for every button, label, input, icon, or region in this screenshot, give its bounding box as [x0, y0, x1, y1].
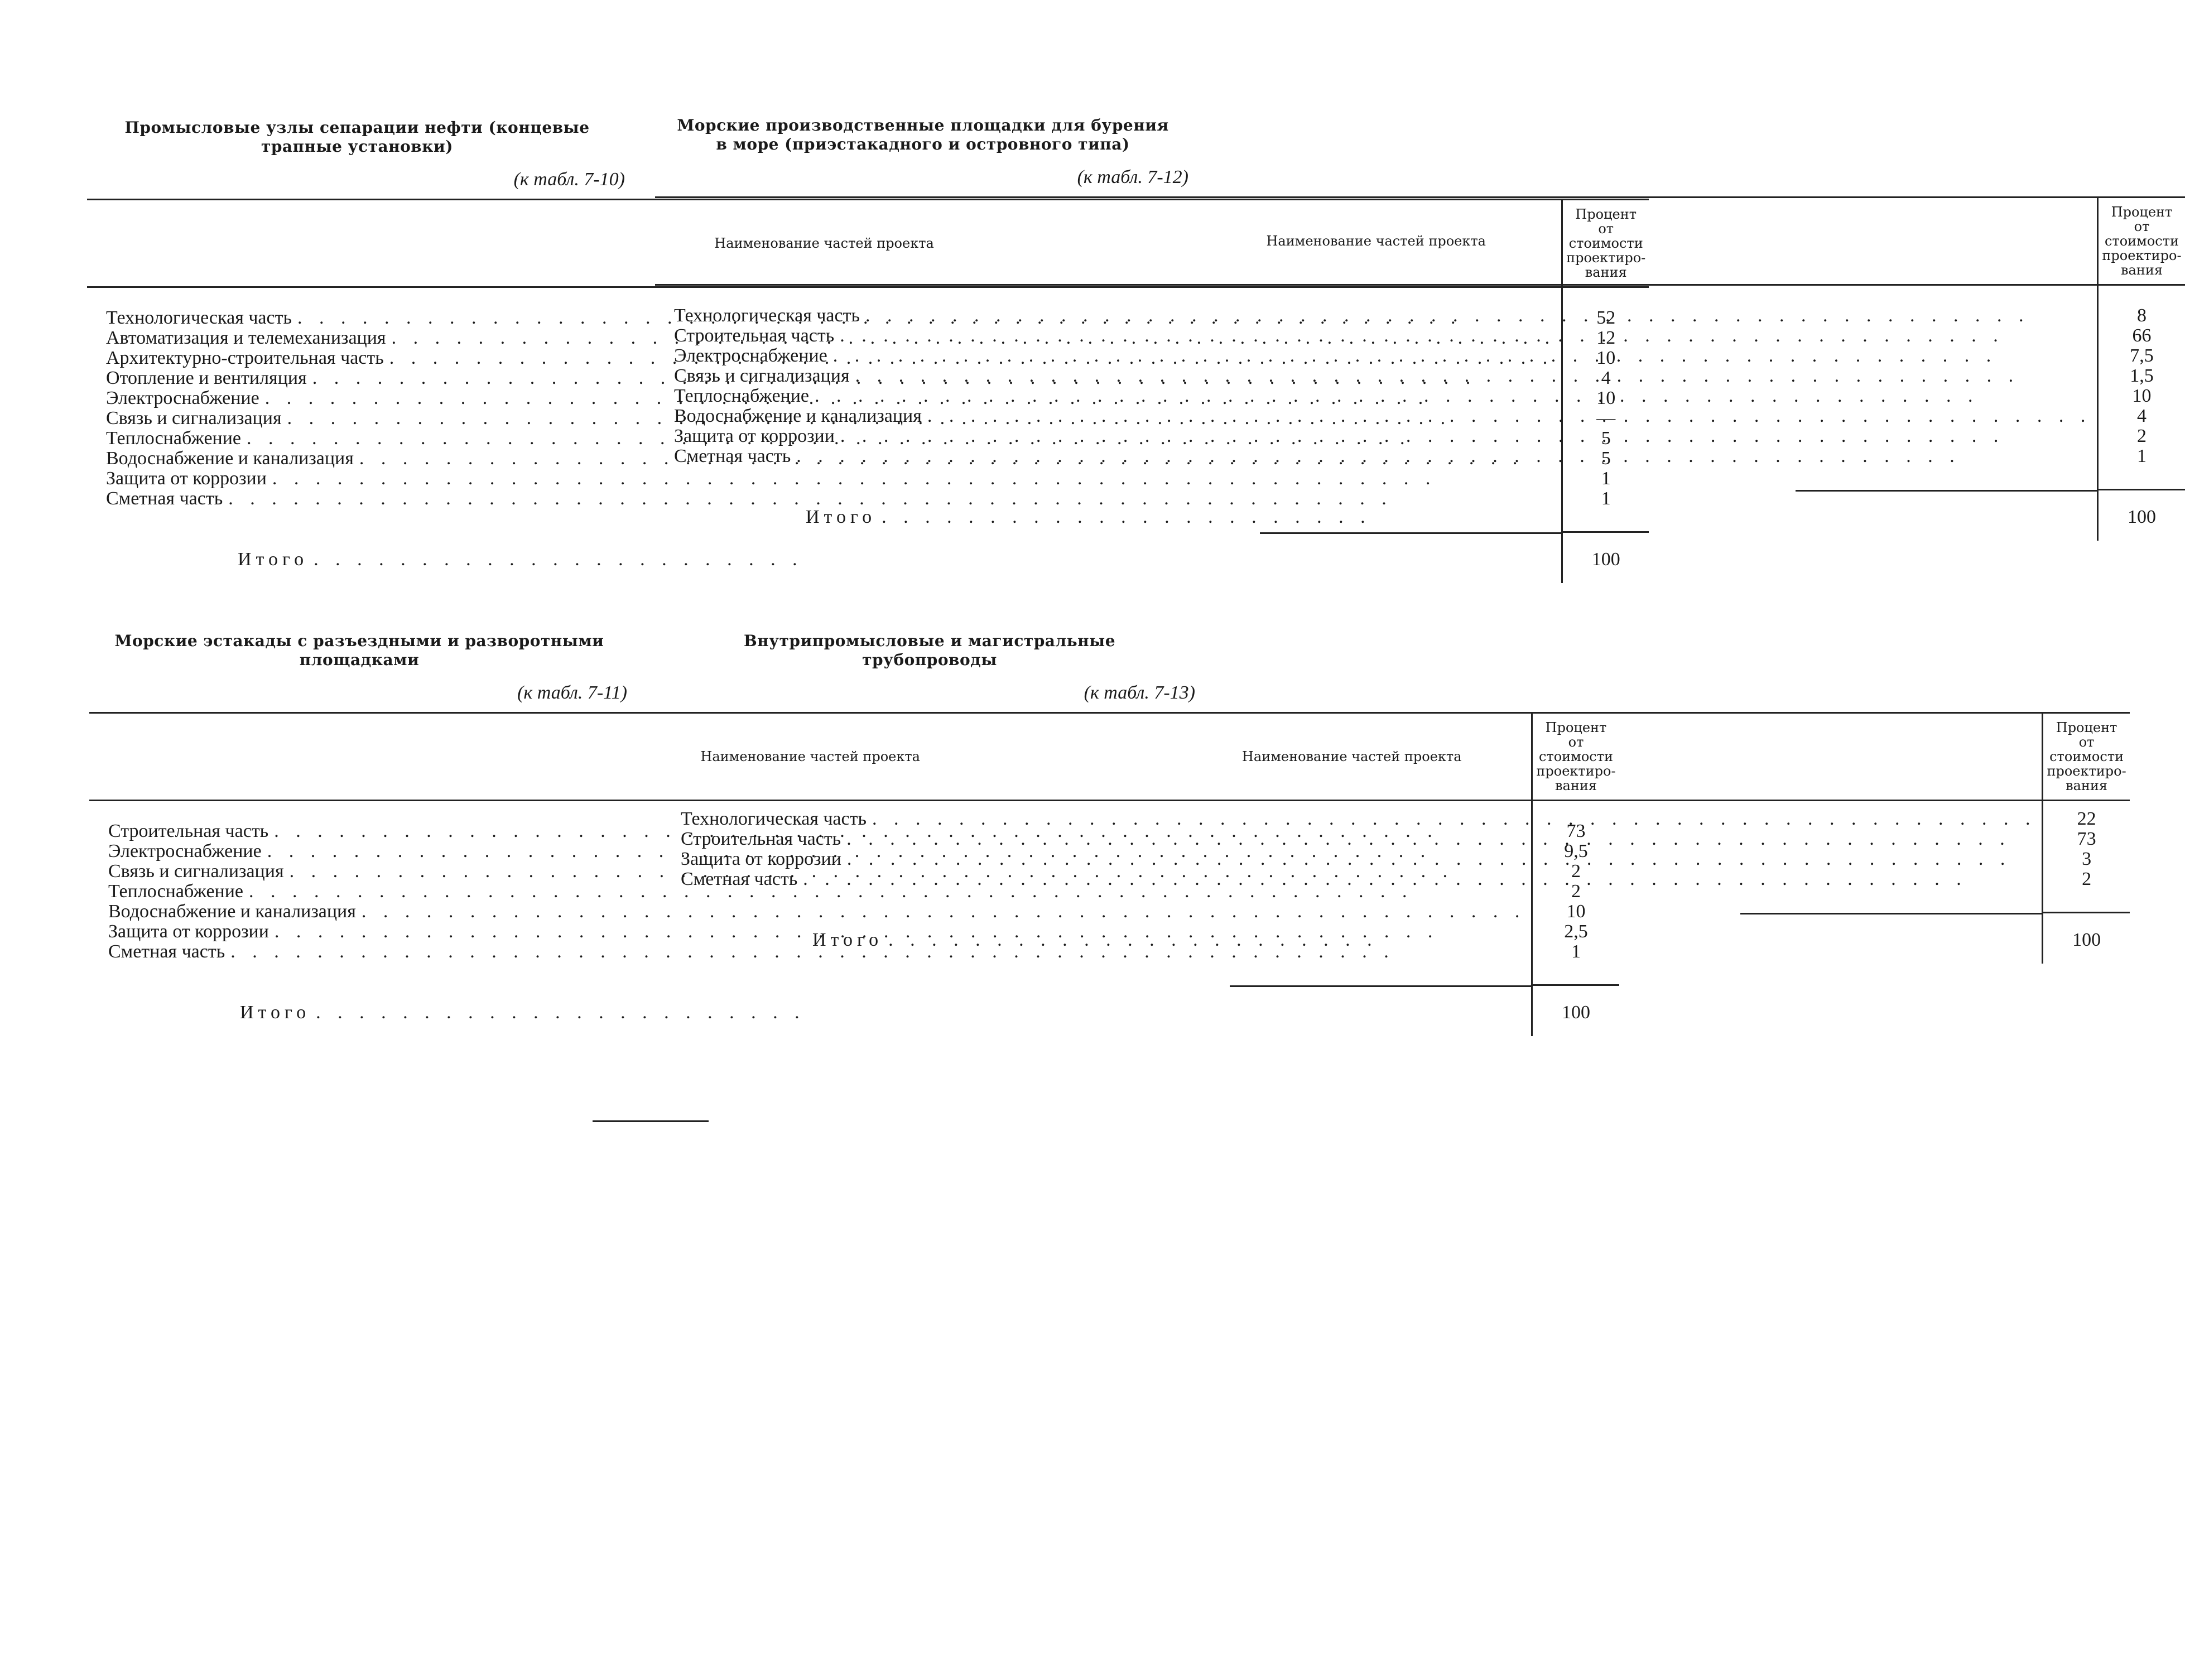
row-label: Водоснабжение и канализация [108, 901, 356, 922]
leader-dots [796, 446, 2091, 466]
row-label: Электроснабжение [674, 345, 827, 366]
table-row [655, 426, 2185, 446]
row-value: — [1562, 408, 1649, 429]
total-rule [1796, 490, 2097, 492]
leader-dots [927, 406, 2092, 426]
total-value: 100 [1532, 986, 1619, 1036]
cost-table [662, 712, 2130, 964]
row-value: 2 [1532, 882, 1619, 902]
column-header-percent: Процент от стоимости проектиро- вания [1532, 713, 1619, 801]
total-row [662, 913, 2130, 964]
row-name-cell [662, 809, 2043, 829]
row-label: Сметная часть [681, 869, 798, 889]
table-row [662, 829, 2130, 849]
table-reference: (к табл. 7-10) [513, 169, 625, 190]
table-row [662, 869, 2130, 889]
row-label: Теплоснабжение [674, 386, 810, 406]
row-label: Защита от коррозии [108, 921, 269, 942]
row-label: Архитектурно-строительная часть [106, 348, 384, 368]
total-rule [1230, 985, 1531, 987]
row-value: 52 [1562, 308, 1649, 328]
table-row [655, 326, 2185, 346]
row-label: Водоснабжение и канализация [674, 406, 922, 426]
leader-dots [855, 366, 2092, 386]
total-row [655, 490, 2185, 541]
spacer-row [655, 466, 2185, 490]
row-value: 9,5 [1532, 841, 1619, 861]
row-value: 7,5 [2098, 346, 2185, 366]
row-value: 3 [2043, 849, 2130, 869]
row-label: Связь и сигнализация [674, 365, 850, 386]
row-value: 12 [1562, 328, 1649, 348]
column-header-name: Наименование частей проекта [655, 198, 2098, 285]
total-label: Итого [240, 1002, 311, 1023]
row-label: Теплоснабжение [108, 881, 244, 902]
spacer-row [89, 962, 1619, 985]
row-value: 10 [1562, 388, 1649, 408]
leader-dots [882, 507, 2091, 527]
leader-dots [803, 869, 2036, 889]
row-name-cell [655, 366, 2098, 386]
row-value: 10 [1532, 902, 1619, 922]
spacer-row [655, 285, 2185, 306]
column-header-percent: Процент от стоимости проектиро- вания [2043, 713, 2130, 801]
row-value: 1 [1562, 489, 1649, 509]
row-value: 4 [1562, 368, 1649, 388]
row-name-cell [655, 426, 2098, 446]
leader-dots [872, 809, 2037, 829]
row-value: 66 [2098, 326, 2185, 346]
table-row [655, 366, 2185, 386]
total-label: Итого [806, 507, 877, 527]
row-value: 5 [1562, 429, 1649, 449]
table-reference: (к табл. 7-11) [517, 682, 627, 703]
leader-dots [314, 550, 1556, 570]
row-label: Сметная часть [108, 941, 225, 962]
total-value: 100 [2098, 490, 2185, 541]
leader-dots [833, 346, 2092, 366]
end-rule [593, 1120, 709, 1122]
total-row [89, 986, 1619, 1036]
table-reference: (к табл. 7-13) [1084, 682, 1195, 703]
row-value: 10 [2098, 386, 2185, 406]
row-label: Автоматизация и телемеханизация [106, 328, 386, 348]
row-label: Сметная часть [674, 446, 791, 466]
total-label: Итого [238, 549, 309, 570]
row-label: Водоснабжение и канализация [106, 448, 354, 469]
row-value: 2 [2043, 869, 2130, 889]
row-value: 5 [1562, 449, 1649, 469]
leader-dots [846, 829, 2036, 849]
row-value: 2,5 [1532, 922, 1619, 942]
table-row [655, 446, 2185, 466]
row-name-cell [662, 849, 2043, 869]
leader-dots [840, 326, 2091, 346]
row-label: Электроснабжение [108, 841, 262, 861]
table-header-row [662, 713, 2130, 801]
table-header-row [655, 198, 2185, 285]
table-title: Внутрипромысловые и магистральные трубопроводы [743, 632, 1116, 669]
row-label: Защита от коррозии [681, 849, 841, 869]
table-reference: (к табл. 7-12) [1077, 167, 1188, 187]
row-label: Связь и сигнализация [106, 408, 282, 429]
cost-table [655, 196, 2185, 541]
row-name-cell [655, 306, 2098, 326]
row-value: 1 [1562, 469, 1649, 489]
row-label: Защита от коррозии [106, 468, 267, 489]
leader-dots [888, 930, 2036, 950]
row-label: Отопление и вентиляция [106, 368, 307, 388]
table-row [655, 406, 2185, 426]
row-label: Строительная часть [674, 325, 835, 346]
total-value: 100 [2043, 913, 2130, 964]
column-header-percent: Процент от стоимости проектиро- вания [1562, 200, 1649, 287]
row-label: Технологическая часть [106, 307, 292, 328]
row-value: 1 [2098, 446, 2185, 466]
total-value: 100 [1562, 533, 1649, 583]
row-value: 2 [2098, 426, 2185, 446]
row-value: 8 [2098, 306, 2185, 326]
row-label: Технологическая часть [681, 808, 867, 829]
row-label: Строительная часть [108, 821, 269, 841]
table-title: Морские эстакады с разъездными и разворотными площадками [114, 632, 604, 669]
row-value: 73 [2043, 829, 2130, 849]
spacer-row [662, 801, 2130, 810]
row-name-cell [655, 446, 2098, 466]
table-row [662, 849, 2130, 869]
total-rule [1740, 913, 2042, 914]
total-rule-row [655, 490, 2185, 491]
column-header-name: Наименование частей проекта [89, 713, 1532, 801]
total-rule-row [662, 913, 2130, 914]
row-name-cell [655, 386, 2098, 406]
row-value: 1 [1532, 942, 1619, 962]
row-name-cell [662, 869, 2043, 889]
row-value: 2 [1532, 861, 1619, 882]
row-label: Электроснабжение [106, 388, 259, 408]
row-name-cell [662, 829, 2043, 849]
column-header-name: Наименование частей проекта [87, 200, 1562, 287]
leader-dots [840, 426, 2092, 446]
row-value: 4 [2098, 406, 2185, 426]
spacer-row [662, 889, 2130, 913]
row-name-cell [655, 326, 2098, 346]
row-label: Теплоснабжение [106, 428, 242, 449]
column-header-percent: Процент от стоимости проектиро- вания [2098, 198, 2185, 285]
table-row [655, 306, 2185, 326]
row-value: 22 [2043, 809, 2130, 829]
row-name-cell [655, 406, 2098, 426]
leader-dots [865, 306, 2091, 326]
row-label: Связь и сигнализация [108, 861, 284, 882]
table-row [655, 346, 2185, 366]
row-value: 10 [1562, 348, 1649, 368]
row-label: Защита от коррозии [674, 426, 835, 446]
leader-dots [815, 386, 2091, 406]
table-row [655, 386, 2185, 406]
column-header-name: Наименование частей проекта [662, 713, 2043, 801]
row-name-cell [655, 346, 2098, 366]
row-value: 73 [1532, 821, 1619, 841]
leader-dots [316, 1003, 1525, 1023]
table-title: Промысловые узлы сепарации нефти (концевые трапные установки) [124, 118, 590, 156]
total-label: Итого [812, 930, 883, 950]
total-rule-row [89, 985, 1619, 986]
table-title: Морские производственные площадки для бурения в море (приэстакадного и островного типа) [677, 116, 1169, 153]
row-label: Технологическая часть [674, 305, 860, 326]
table-row [662, 809, 2130, 829]
row-label: Сметная часть [106, 488, 223, 509]
row-value: 1,5 [2098, 366, 2185, 386]
row-label: Строительная часть [681, 829, 841, 849]
leader-dots [847, 849, 2037, 869]
